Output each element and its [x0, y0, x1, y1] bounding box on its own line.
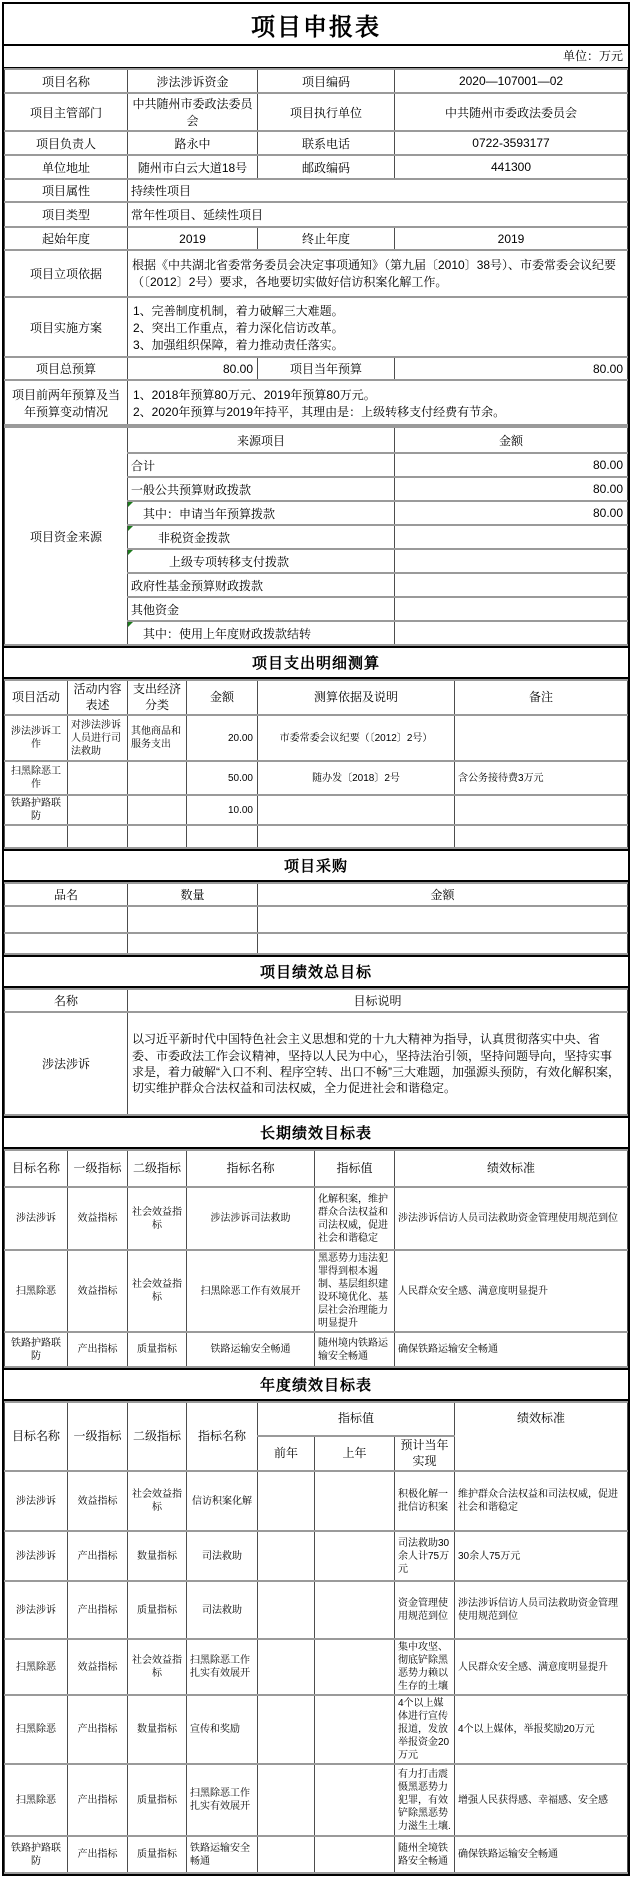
annual-prev1-value	[315, 1639, 395, 1695]
longterm-goal-name: 铁路护路联防	[5, 1332, 68, 1367]
annual-prev2-value	[258, 1471, 315, 1531]
procurement-table	[4, 882, 628, 955]
expense-description	[68, 795, 128, 825]
info-label: 起始年度	[5, 227, 128, 250]
longterm-indicator-value: 随州境内铁路运输安全畅通	[315, 1332, 395, 1367]
info-label: 项目主管部门	[5, 93, 128, 131]
longterm-indicator-name: 铁路运输安全畅通	[187, 1332, 315, 1367]
expense-header: 测算依据及说明	[258, 680, 455, 715]
funding-item: 一般公共预算财政拨款	[128, 477, 395, 501]
annual-standard: 增强人民获得感、幸福感、安全感	[455, 1764, 628, 1836]
annual-indicator-name: 铁路运输安全畅通	[187, 1836, 258, 1873]
info-label: 项目前两年预算及当年预算变动情况	[5, 380, 128, 425]
info-value: 中共随州市委政法委员会	[395, 93, 628, 131]
annual-header: 二级指标	[128, 1402, 187, 1471]
annual-level2: 社会效益指标	[128, 1639, 187, 1695]
info-label: 项目属性	[5, 179, 128, 202]
project-attribute-value: 持续性项目	[128, 179, 628, 202]
longterm-goal-name: 扫黑除恶	[5, 1250, 68, 1332]
annual-level1: 效益指标	[68, 1471, 128, 1531]
info-label: 邮政编码	[258, 155, 395, 179]
info-label: 项目执行单位	[258, 93, 395, 131]
info-label: 项目编码	[258, 69, 395, 93]
annual-header: 绩效标准	[455, 1402, 628, 1471]
longterm-standard: 人民群众安全感、满意度明显提升	[395, 1250, 628, 1332]
annual-goal-name: 扫黑除恶	[5, 1695, 68, 1764]
annual-level1: 产出指标	[68, 1695, 128, 1764]
overall-goal-description: 以习近平新时代中国特色社会主义思想和党的十九大精神为指导，认真贯彻落实中央、省委、市委政法工作会议精神，坚持以人民为中心，坚持法治引领，坚持问题导向，坚持实事求是，着力破解“入口不利、程序空转、出口不畅”三大难题，加强源头预防，有效化解积案，切实维护群众合法权益和司法权威，全力促进社会和谐稳定。	[128, 1012, 628, 1115]
annual-header-value-group: 指标值	[258, 1402, 455, 1436]
info-label: 项目负责人	[5, 131, 128, 155]
annual-standard: 涉法涉诉信访人员司法救助资金管理使用规范到位	[455, 1581, 628, 1639]
expense-category	[128, 795, 187, 825]
annual-indicator-name: 宣传和奖励	[187, 1695, 258, 1764]
procurement-qty	[128, 906, 258, 933]
info-value: 2019	[128, 227, 258, 250]
annual-prev1-value	[315, 1471, 395, 1531]
expense-amount: 50.00	[187, 761, 258, 795]
funding-amount	[395, 621, 628, 645]
annual-goal-name: 扫黑除恶	[5, 1764, 68, 1836]
annual-level2: 质量指标	[128, 1581, 187, 1639]
project-basis-text: 根据《中共湖北省委常务委员会决定事项通知》（第九届〔2010〕38号）、市委常委会议纪要（〔2012〕2号）要求，各地要切实做好信访积案化解工作。	[128, 250, 628, 297]
funding-item: 合计	[128, 453, 395, 477]
annual-indicator-name: 司法救助	[187, 1581, 258, 1639]
overall-goal-name: 涉法涉诉	[5, 1012, 128, 1115]
longterm-header: 绩效标准	[395, 1150, 628, 1187]
annual-level1: 产出指标	[68, 1764, 128, 1836]
annual-prev2-value	[258, 1581, 315, 1639]
basic-info-table	[4, 68, 628, 426]
info-value: 路永中	[128, 131, 258, 155]
annual-prev1-value	[315, 1764, 395, 1836]
annual-expected-value: 积极化解一批信访积案	[395, 1471, 455, 1531]
info-value: 中共随州市委政法委员会	[128, 93, 258, 131]
longterm-level2: 质量指标	[128, 1332, 187, 1367]
annual-header: 上年	[315, 1436, 395, 1471]
project-plan-text	[128, 297, 628, 357]
info-label: 项目当年预算	[258, 357, 395, 380]
procurement-name	[5, 933, 128, 954]
expense-description	[68, 761, 128, 795]
plan-line: 3、加强组织保障，着力推动责任落实。	[133, 337, 344, 352]
info-label: 项目名称	[5, 69, 128, 93]
annual-prev1-value	[315, 1695, 395, 1764]
prev-line: 1、2018年预算80万元、2019年预算80万元。	[133, 387, 376, 402]
procurement-name	[5, 906, 128, 933]
info-label: 联系电话	[258, 131, 395, 155]
annual-indicator-name: 扫黑除恶工作扎实有效展开	[187, 1764, 258, 1836]
expense-category	[128, 761, 187, 795]
annual-prev1-value	[315, 1836, 395, 1873]
annual-goal-table	[4, 1401, 628, 1874]
annual-header: 目标名称	[5, 1402, 68, 1471]
funding-amount	[395, 525, 628, 549]
unit-note: 单位：万元	[4, 46, 628, 68]
current-year-budget-value: 80.00	[395, 357, 628, 380]
overall-goal-header: 名称	[5, 989, 128, 1012]
longterm-header: 目标名称	[5, 1150, 68, 1187]
procurement-header: 品名	[5, 883, 128, 906]
procurement-section-title: 项目采购	[4, 849, 628, 882]
procurement-amount	[258, 933, 628, 954]
funding-item: 上级专项转移支付拨款	[128, 549, 395, 573]
funding-item: 政府性基金预算财政拨款	[128, 573, 395, 597]
expense-amount	[187, 825, 258, 848]
annual-prev2-value	[258, 1764, 315, 1836]
procurement-header: 金额	[258, 883, 628, 906]
info-value: 随州市白云大道18号	[128, 155, 258, 179]
annual-level2: 质量指标	[128, 1836, 187, 1873]
expense-basis	[258, 795, 455, 825]
annual-header: 指标名称	[187, 1402, 258, 1471]
annual-indicator-name: 信访积案化解	[187, 1471, 258, 1531]
longterm-standard: 确保铁路运输安全畅通	[395, 1332, 628, 1367]
annual-level1: 产出指标	[68, 1531, 128, 1581]
expense-basis: 市委常委会议纪要（〔2012〕2号）	[258, 715, 455, 761]
annual-prev2-value	[258, 1836, 315, 1873]
plan-line: 2、突出工作重点，着力深化信访改革。	[133, 320, 344, 335]
longterm-level1: 效益指标	[68, 1187, 128, 1250]
expense-activity	[5, 825, 68, 848]
previous-budget-text	[128, 380, 628, 425]
longterm-goal-table	[4, 1149, 628, 1368]
annual-section-title: 年度绩效目标表	[4, 1368, 628, 1401]
annual-header: 预计当年实现	[395, 1436, 455, 1471]
annual-level2: 数量指标	[128, 1695, 187, 1764]
annual-level2: 数量指标	[128, 1531, 187, 1581]
funding-amount: 80.00	[395, 501, 628, 525]
expense-activity: 扫黑除恶工作	[5, 761, 68, 795]
annual-prev1-value	[315, 1531, 395, 1581]
annual-expected-value: 4个以上媒体进行宣传报道，发放举报资金20万元	[395, 1695, 455, 1764]
annual-standard: 4个以上媒体，举报奖励20万元	[455, 1695, 628, 1764]
annual-prev2-value	[258, 1695, 315, 1764]
info-value: 441300	[395, 155, 628, 179]
page-title: 项目申报表	[4, 4, 628, 46]
procurement-header: 数量	[128, 883, 258, 906]
cell-corner-flag-icon	[128, 526, 133, 531]
longterm-goal-name: 涉法涉诉	[5, 1187, 68, 1250]
expense-header: 金额	[187, 680, 258, 715]
annual-header: 前年	[258, 1436, 315, 1471]
procurement-qty	[128, 933, 258, 954]
prev-line: 2、2020年预算与2019年持平，其理由是：上级转移支付经费有节余。	[133, 404, 506, 419]
expense-note	[455, 825, 628, 848]
info-label: 项目总预算	[5, 357, 128, 380]
annual-prev2-value	[258, 1531, 315, 1581]
annual-expected-value: 司法救助30余人计75万元	[395, 1531, 455, 1581]
longterm-level2: 社会效益指标	[128, 1187, 187, 1250]
annual-goal-name: 铁路护路联防	[5, 1836, 68, 1873]
info-label: 项目类型	[5, 202, 128, 227]
annual-level1: 效益指标	[68, 1639, 128, 1695]
longterm-header: 一级指标	[68, 1150, 128, 1187]
expense-header: 支出经济分类	[128, 680, 187, 715]
expense-note	[455, 715, 628, 761]
annual-level1: 产出指标	[68, 1836, 128, 1873]
annual-goal-name: 涉法涉诉	[5, 1471, 68, 1531]
annual-prev1-value	[315, 1581, 395, 1639]
overall-goal-section-title: 项目绩效总目标	[4, 955, 628, 988]
annual-level1: 产出指标	[68, 1581, 128, 1639]
annual-prev2-value	[258, 1639, 315, 1695]
longterm-level1: 产出指标	[68, 1332, 128, 1367]
annual-standard: 维护群众合法权益和司法权威，促进社会和谐稳定	[455, 1471, 628, 1531]
expense-basis: 随办发〔2018〕2号	[258, 761, 455, 795]
cell-corner-flag-icon	[128, 550, 133, 555]
cell-corner-flag-icon	[128, 622, 133, 627]
longterm-section-title: 长期绩效目标表	[4, 1116, 628, 1149]
expense-note: 含公务接待费3万元	[455, 761, 628, 795]
funding-header-amount: 金额	[395, 427, 628, 453]
expense-note	[455, 795, 628, 825]
expense-header: 备注	[455, 680, 628, 715]
annual-header: 一级指标	[68, 1402, 128, 1471]
annual-expected-value: 集中攻坚、彻底铲除黑恶势力赖以生存的土壤	[395, 1639, 455, 1695]
info-value: 0722-3593177	[395, 131, 628, 155]
funding-item: 其中：申请当年预算拨款	[128, 501, 395, 525]
funding-header-item: 来源项目	[128, 427, 395, 453]
annual-goal-name: 扫黑除恶	[5, 1639, 68, 1695]
expense-header: 活动内容表述	[68, 680, 128, 715]
longterm-standard: 涉法涉诉信访人员司法救助资金管理使用规范到位	[395, 1187, 628, 1250]
funding-amount	[395, 549, 628, 573]
cell-corner-flag-icon	[128, 502, 133, 507]
info-value: 2019	[395, 227, 628, 250]
expense-description: 对涉法涉诉人员进行司法救助	[68, 715, 128, 761]
expense-activity: 涉法涉诉工作	[5, 715, 68, 761]
info-label: 项目实施方案	[5, 297, 128, 357]
funding-amount: 80.00	[395, 477, 628, 501]
annual-expected-value: 资金管理使用规范到位	[395, 1581, 455, 1639]
annual-indicator-name: 扫黑除恶工作扎实有效展开	[187, 1639, 258, 1695]
funding-amount	[395, 597, 628, 621]
info-label: 项目立项依据	[5, 250, 128, 297]
annual-standard: 确保铁路运输安全畅通	[455, 1836, 628, 1873]
annual-standard: 人民群众安全感、满意度明显提升	[455, 1639, 628, 1695]
annual-indicator-name: 司法救助	[187, 1531, 258, 1581]
funding-item: 其他资金	[128, 597, 395, 621]
funding-item: 非税资金拨款	[128, 525, 395, 549]
expense-amount: 10.00	[187, 795, 258, 825]
info-label: 单位地址	[5, 155, 128, 179]
longterm-indicator-value: 黑恶势力违法犯罪得到根本遏制、基层组织建设环境优化、基层社会治理能力明显提升	[315, 1250, 395, 1332]
longterm-header: 指标值	[315, 1150, 395, 1187]
annual-goal-name: 涉法涉诉	[5, 1531, 68, 1581]
overall-goal-table	[4, 988, 628, 1116]
expense-amount: 20.00	[187, 715, 258, 761]
expense-detail-table	[4, 679, 628, 849]
longterm-header: 二级指标	[128, 1150, 187, 1187]
annual-level2: 社会效益指标	[128, 1471, 187, 1531]
annual-standard: 30余人75万元	[455, 1531, 628, 1581]
project-type-value: 常年性项目、延续性项目	[128, 202, 628, 227]
total-budget-value: 80.00	[128, 357, 258, 380]
longterm-indicator-value: 化解积案，维护群众合法权益和司法权威，促进社会和谐稳定	[315, 1187, 395, 1250]
funding-amount: 80.00	[395, 453, 628, 477]
application-form-sheet	[2, 2, 630, 1876]
expense-basis	[258, 825, 455, 848]
info-value: 涉法涉诉资金	[128, 69, 258, 93]
longterm-level1: 效益指标	[68, 1250, 128, 1332]
longterm-indicator-name: 扫黑除恶工作有效展开	[187, 1250, 315, 1332]
expense-section-title: 项目支出明细测算	[4, 646, 628, 679]
funding-source-table	[4, 426, 628, 646]
expense-description	[68, 825, 128, 848]
overall-goal-header: 目标说明	[128, 989, 628, 1012]
info-label: 终止年度	[258, 227, 395, 250]
funding-amount	[395, 573, 628, 597]
funding-item: 其中：使用上年度财政拨款结转	[128, 621, 395, 645]
expense-activity: 铁路护路联防	[5, 795, 68, 825]
annual-goal-name: 涉法涉诉	[5, 1581, 68, 1639]
info-value: 2020—107001—02	[395, 69, 628, 93]
plan-line: 1、完善制度机制，着力破解三大难题。	[133, 303, 344, 318]
expense-category: 其他商品和服务支出	[128, 715, 187, 761]
expense-header: 项目活动	[5, 680, 68, 715]
annual-expected-value: 有力打击震慑黑恶势力犯罪，有效铲除黑恶势力滋生土壤.	[395, 1764, 455, 1836]
longterm-header: 指标名称	[187, 1150, 315, 1187]
annual-expected-value: 随州全境铁路安全畅通	[395, 1836, 455, 1873]
longterm-level2: 社会效益指标	[128, 1250, 187, 1332]
longterm-indicator-name: 涉法涉诉司法救助	[187, 1187, 315, 1250]
funding-section-label: 项目资金来源	[5, 427, 128, 645]
procurement-amount	[258, 906, 628, 933]
annual-level2: 质量指标	[128, 1764, 187, 1836]
expense-category	[128, 825, 187, 848]
